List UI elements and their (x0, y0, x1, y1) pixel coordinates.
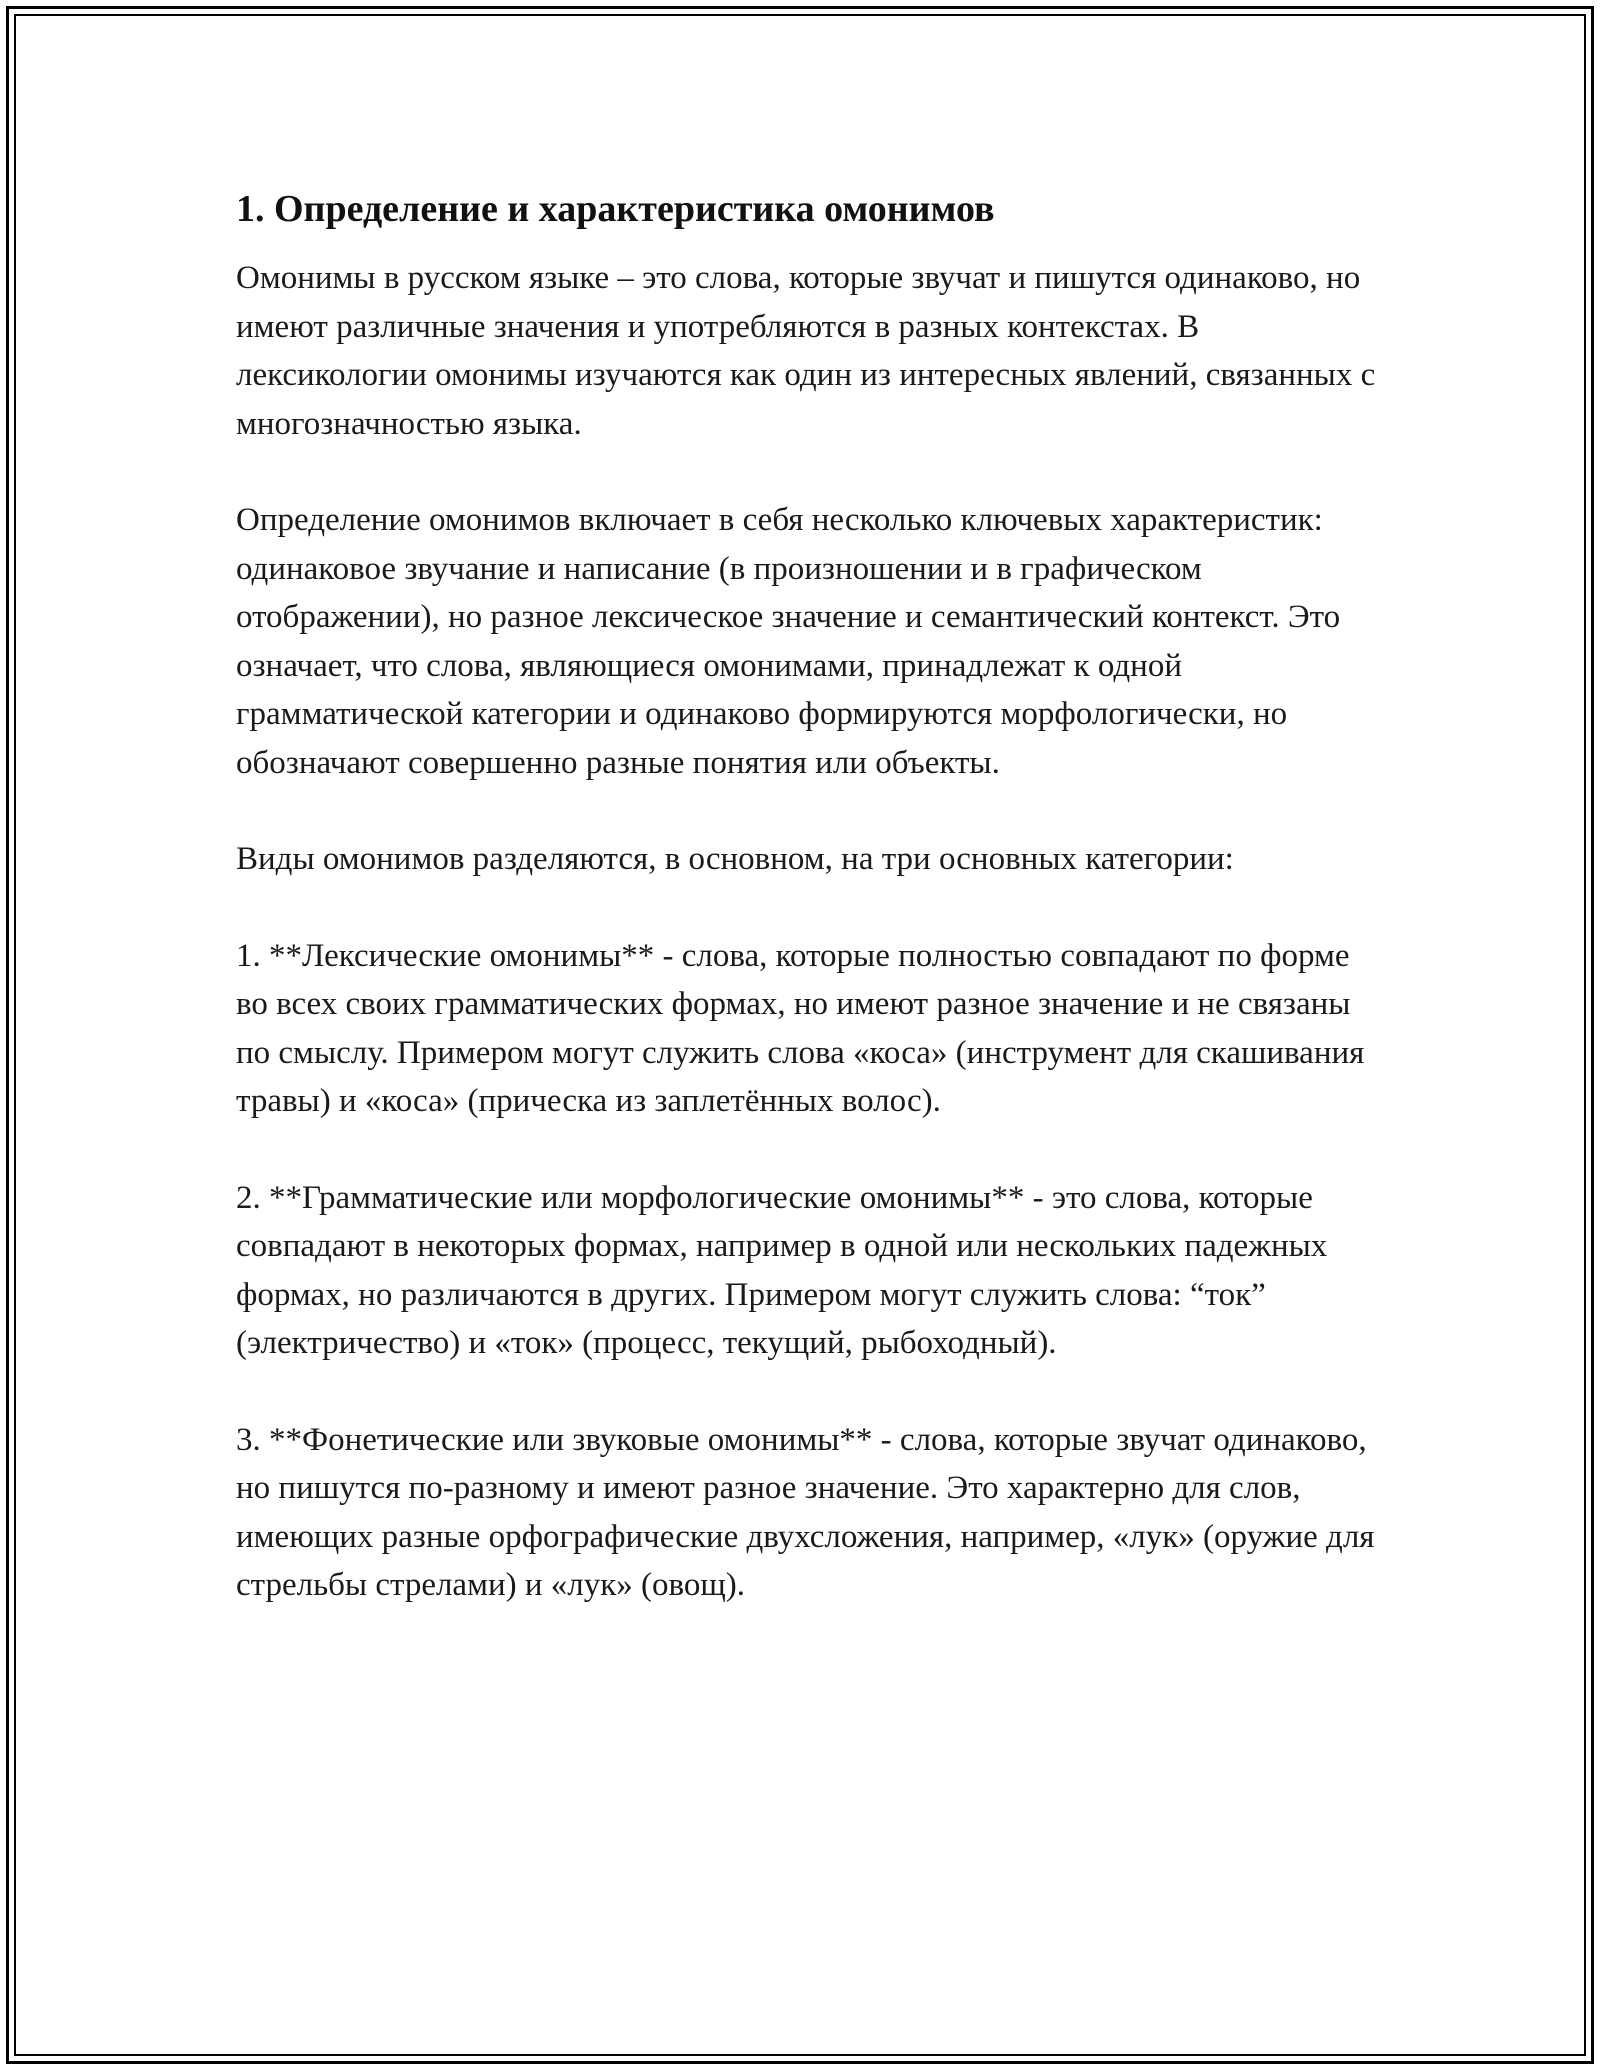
list-item-phonetic-homonyms: 3. **Фонетические или звуковые омонимы** - слова, которые звучат одинаково, но пишутся по-разному и имеют разное значение. Это характерно для слов, имеющих разные орфографические двухсложения, например, «лук» (оружие для стрельбы стрелами) и «лук» (овощ). (236, 1421, 1375, 1603)
paragraph-key-characteristics: Определение омонимов включает в себя несколько ключевых характеристик: одинаковое звучание и написание (в произношении и в графическом отображении), но разное лексическое значение и семантический контекст. Это означает, что слова, являющиеся омонимами, принадлежат к одной грамматической категории и одинаково формируются морфологически, но обозначают совершенно разные понятия или объекты. (236, 502, 1341, 781)
paragraph-types-intro: Виды омонимов разделяются, в основном, на три основных категории: (236, 841, 1234, 877)
list-item-grammatical-homonyms: 2. **Грамматические или морфологические омонимы** - это слова, которые совпадают в некоторых формах, например в одной или нескольких падежных формах, но различаются в других. Примером могут служить слова: “ток” (электричество) и «ток» (процесс, текущий, рыбоходный). (236, 1179, 1328, 1361)
list-item-lexical-homonyms: 1. **Лексические омонимы** - слова, которые полностью совпадают по форме во всех своих грамматических формах, но имеют разное значение и не связаны по смыслу. Примером могут служить слова «коса» (инструмент для скашивания травы) и «коса» (прическа из заплетённых волос). (236, 937, 1365, 1119)
document-body (236, 186, 1386, 1658)
paragraph-definition-intro: Омонимы в русском языке – это слова, которые звучат и пишутся одинаково, но имеют различные значения и употребляются в разных контекстах. В лексикологии омонимы изучаются как один из интересных явлений, связанных с многозначностью языка. (236, 260, 1376, 442)
section-heading: 1. Определение и характеристика омонимов (236, 188, 995, 230)
